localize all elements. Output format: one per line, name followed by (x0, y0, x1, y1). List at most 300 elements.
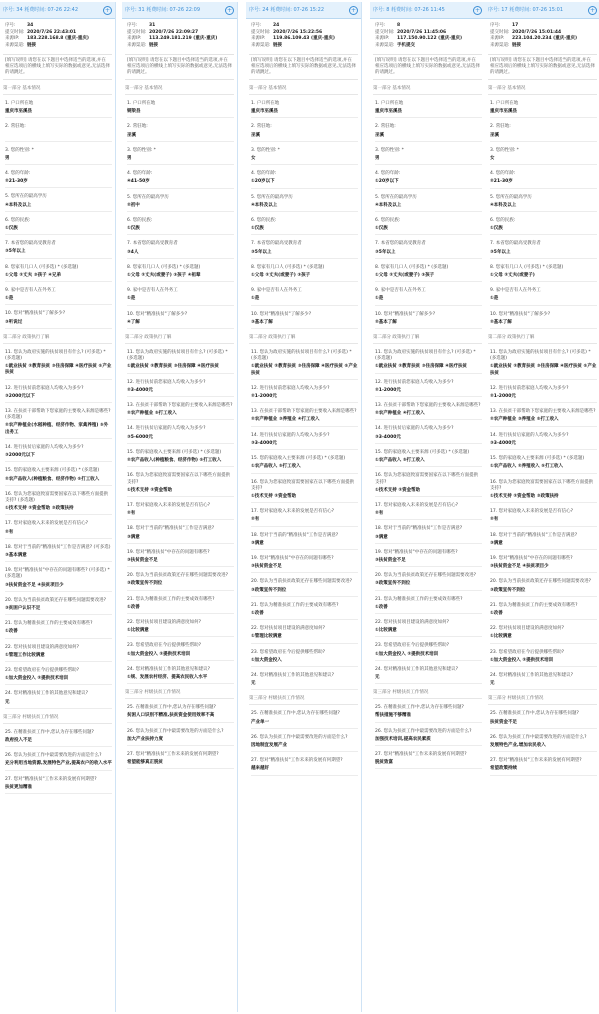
question-text: 5. 您所在的最高学历 (5, 194, 47, 200)
answer-text: ①加大资金投入 ②提供技术培训 (127, 652, 234, 661)
question-text: 21. 您认为精准扶贫工作的主要成效有哪些? (490, 602, 578, 608)
question-text: 21. 您认为精准扶贫工作的主要成效有哪些? (251, 602, 339, 608)
answer-text: 扶贫更加精准 (5, 785, 112, 794)
meta-label: 序号: (490, 23, 501, 28)
meta-label: 提交时间: (375, 29, 395, 35)
card-header[interactable] (246, 2, 361, 19)
response-card (0, 2, 116, 1012)
question-text: 13. 在扶贫干部帮助下您家庭的主要收入来源是哪些? (490, 409, 596, 415)
question-text: 25. 在精准扶贫工作中,您认为存在哪些问题? (490, 711, 579, 717)
question-text: 17. 您对家庭收入未来的发展是否有信心? (251, 509, 334, 515)
answer-text: 脱贫致富 (375, 760, 482, 769)
question-text: 3. 您的性别: * (490, 147, 519, 153)
question-text: 27. 您对"精准扶贫"工作未来的发展有何期望? (251, 758, 343, 764)
answer-text: ③扶贫资金不足 (251, 564, 358, 573)
meta-label: 来源IP: (490, 36, 505, 41)
answer-text: ①比较满意 (375, 628, 482, 637)
answer-text: ③扶贫资金不足 (375, 558, 482, 567)
question-text: 19. 您对"精准扶贫"中存在的问题有哪些? (490, 555, 573, 561)
answer-text: ③满意 (375, 535, 482, 544)
meta-value: 2020/7/26 22:09:27 (149, 29, 199, 35)
card-header[interactable] (0, 2, 115, 19)
answer-text: ①汉族 (490, 226, 597, 235)
meta-label: 来源渠道: (5, 42, 25, 48)
plus-circle-icon[interactable]: + (226, 7, 233, 14)
question-text: 11. 您认为政府实施的扶贫项目有什么? (可多选) * (多选题) (375, 350, 476, 362)
question-text: 12. 进行扶贫前您家庭人均收入为多少? (5, 385, 84, 391)
meta-value: 34 (27, 23, 34, 28)
meta-value: 8 (397, 23, 401, 28)
question-text: 22. 您对扶贫项目建设的满意度如何? (375, 619, 449, 625)
answer-text: ①20岁以下 (251, 179, 358, 188)
section-title: 第二部分 政策执行了解 (488, 335, 597, 344)
question-text: 22. 您对扶贫项目建设的满意度如何? (127, 619, 201, 625)
meta-value: 链接 (27, 42, 36, 48)
question-text: 24. 您对精准扶贫工作的其他意见和建议? (375, 666, 458, 672)
answer-text: 巫溪 (375, 133, 482, 142)
meta-value: 119.86.109.43 (重庆-重庆) (273, 36, 335, 41)
question-text: 9. 家中是否有人在外务工 (127, 288, 178, 294)
question-text: 18. 您对于当前的"精准扶贫"工作是否满意? (375, 526, 463, 532)
question-text: 15. 您的家庭收入主要来源 (可多选) * (多选题) (127, 449, 222, 455)
response-meta (370, 19, 485, 52)
response-meta (485, 19, 599, 52)
question-text: 18. 您对于当前的"精准扶贫"工作是否满意? (127, 526, 215, 532)
meta-value: 24 (273, 23, 280, 28)
section-title: 第三部分 村级扶贫工作情况 (488, 696, 597, 705)
answer-text: ①管理比较满意 (251, 634, 358, 643)
answer-text: ①农产品收入 ⑤打工收入 (251, 464, 358, 473)
question-text: 14. 进行扶贫后家庭的人均收入为多少? (127, 426, 206, 432)
question-text: 19. 您对"精准扶贫"中存在的问题有哪些? (127, 549, 210, 555)
answer-text (5, 133, 112, 142)
question-text: 13. 在扶贫干部帮助下您家庭的主要收入来源是哪些? (多选题) (5, 409, 111, 421)
question-text: 5. 您所在的最高学历 (375, 194, 417, 200)
answer-text: ①比较满意 (127, 628, 234, 637)
answer-text: ①是 (127, 296, 234, 305)
question-text: 1. 户口所在地 (251, 101, 280, 106)
answer-text: 贫困人口识别不精准,扶贫资金使用效率不高 (127, 713, 234, 722)
question-text: 7. 本省您的最高受教育者 (127, 241, 178, 247)
answer-text: ①技术支持 ②资金帮助 ③政策扶持 (490, 494, 597, 503)
question-text: 11. 您认为政府实施的扶贫项目有什么? (可多选) * (多选题) (5, 349, 106, 362)
question-text: 20. 您认为当前扶贫政策还存在哪些问题需要改进? (5, 597, 106, 603)
answer-text: ①汉族 (127, 226, 234, 235)
question-text: 9. 家中是否有人在外务工 (490, 288, 541, 294)
question-text: 4. 您的年龄: (490, 171, 516, 177)
card-header-text: 序号: 34 耗费时间: 07-26 22:42 (3, 7, 79, 13)
section-title: 第二部分 政策执行了解 (125, 335, 234, 344)
question-text: 26. 您认为扶贫工作中最需要改进的方面是什么? (375, 728, 472, 734)
section-title: 第二部分 政策执行了解 (373, 335, 482, 344)
question-text: 9. 家中是否有人在外务工 (375, 288, 426, 294)
section-title: 第一部分 基本情况 (249, 86, 358, 95)
answer-text: ②农产种植业 ③养殖业 ④打工收入 (251, 417, 358, 426)
answer-text: ③5年以上 (375, 250, 482, 259)
answer-text: ③2000元以下 (5, 394, 112, 403)
question-text: 15. 您的家庭收入主要来源 (可多选) * (多选题) (490, 456, 585, 462)
card-header[interactable] (370, 2, 485, 19)
question-text: 2. 常驻地: (5, 124, 26, 130)
meta-label: 提交时间: (127, 29, 147, 35)
answer-text: ①改善 (251, 611, 358, 620)
question-text: 10. 您对"精准扶贫"了解多少? (375, 311, 436, 317)
answer-text: 加强技术培训,提高农民素质 (375, 737, 482, 746)
meta-label: 来源渠道: (375, 42, 395, 48)
response-card (246, 2, 362, 1012)
answer-text: 无 (375, 675, 482, 684)
answer-text: 铜梁县 (127, 109, 234, 118)
response-meta (122, 19, 237, 52)
question-text: 1. 户口所在地 (490, 101, 519, 106)
meta-label: 序号: (251, 23, 262, 28)
question-text: 27. 您对"精准扶贫"工作未来的发展有何期望? (127, 751, 219, 757)
answer-text: ①技术支持 ②资金帮助 (251, 494, 358, 503)
meta-label: 来源IP: (127, 36, 142, 41)
meta-row (127, 43, 233, 50)
answer-text: ①改善 (5, 629, 112, 638)
answer-text: 巫溪 (127, 133, 234, 142)
answer-text: 帮扶措施不够精准 (375, 713, 482, 722)
answer-text: 希望能够真正脱贫 (127, 760, 234, 769)
meta-value: 183.228.168.8 (重庆-重庆) (27, 36, 89, 41)
response-meta (246, 19, 361, 52)
question-text: 18. 您对于当前的"精准扶贫"工作是否满意? (490, 532, 578, 538)
answer-text: ③3-4000元 (251, 441, 358, 450)
question-text: 15. 您的家庭收入主要来源 (可多选) * (多选题) (251, 456, 346, 462)
question-text: 11. 您认为政府实施的扶贫项目有什么? (可多选) * (多选题) (251, 350, 352, 362)
answer-text: ④本科及以上 (490, 203, 597, 212)
question-text: 4. 您的年龄: (5, 171, 31, 177)
fill-instructions: [填写说明] 请您在以下题目中选择适当的选项,并在相应选项后的横线上填写实际的数据或意见,无法选择的请跳过。 (249, 54, 358, 80)
answer-text: ④本科及以上 (375, 203, 482, 212)
answer-text: ①改善 (127, 605, 234, 614)
section-title: 第二部分 政策执行了解 (249, 335, 358, 344)
question-text: 26. 您认为扶贫工作中最需要改进的方面是什么? (127, 728, 224, 734)
section-title: 第一部分 基本情况 (488, 86, 597, 95)
card-header[interactable] (122, 2, 237, 19)
meta-value: 2020/7/26 15:22:56 (273, 29, 323, 35)
answer-text: 男 (5, 156, 112, 165)
answer-text: ③5年以上 (490, 250, 597, 259)
answer-text: ①父母 ②丈夫(或妻子) ③孩子 ④祖辈 (127, 273, 234, 282)
question-text: 17. 您对家庭收入未来的发展是否有信心? (127, 502, 210, 508)
meta-label: 提交时间: (251, 29, 271, 35)
answer-text: ③满意 (251, 541, 358, 550)
answer-text: ③5年以上 (5, 249, 112, 258)
answer-text: 女 (490, 156, 597, 165)
question-text: 12. 进行扶贫前您家庭人均收入为多少? (490, 385, 569, 391)
answer-text: 充分利用当地资源,发展特色产业,提高农户的收入水平 (5, 761, 112, 770)
question-text: 25. 在精准扶贫工作中,您认为存在哪些问题? (251, 711, 340, 717)
answer-text: ①父母 ②丈夫(或妻子) ③孩子 (251, 273, 358, 282)
question-text: 4. 您的年龄: (375, 171, 401, 177)
question-text: 20. 您认为当前扶贫政策还存在哪些问题需要改进? (127, 573, 228, 579)
question-text: 6. 您的民族: (375, 218, 401, 224)
question-text: 8. 您家有几口人 (可多选) * (多选题) (375, 264, 449, 270)
question-text: 19. 您对"精准扶贫"中存在的问题有哪些? (可多选) * (多选题) (5, 568, 110, 580)
question-text: 15. 您的家庭收入主要来源 (可多选) * (多选题) (5, 468, 100, 474)
answer-text: 因地制宜发展产业 (251, 743, 358, 752)
question-text: 3. 您的性别: * (127, 147, 156, 153)
answer-text: 重庆市巫溪县 (5, 109, 112, 118)
answer-text: ①是 (490, 296, 597, 305)
answer-text: ③2000元以下 (5, 453, 112, 462)
answer-text: ①父母 ②丈夫 ③孩子 ④兄弟 (5, 273, 112, 282)
answer-text: ③政策宣传不到位 (375, 581, 482, 590)
question-text: 23. 您希望政府在今后提供哪些帮助? (251, 649, 325, 655)
question-text: 6. 您的民族: (127, 218, 153, 224)
question-text: 13. 在扶贫干部帮助下您家庭的主要收入来源是哪些? (375, 403, 481, 409)
answer-text: ①改善 (490, 611, 597, 620)
question-text: 13. 在扶贫干部帮助下您家庭的主要收入来源是哪些? (127, 403, 233, 409)
plus-circle-icon[interactable]: + (589, 7, 596, 14)
answer-text: 男 (375, 156, 482, 165)
question-text: 7. 本省您的最高受教育者 (375, 241, 426, 247)
answer-text: ①加大资金投入 ②提供技术培训 (375, 652, 482, 661)
answer-text: ①就业扶贫 ②教育扶贫 ③住房保障 ④医疗扶贫 (127, 364, 234, 373)
question-text: 26. 您认为扶贫工作中最需要改进的方面是什么? (5, 753, 102, 759)
answer-text: 扶贫资金不足 (490, 720, 597, 729)
meta-value: 31 (149, 23, 156, 28)
question-text: 9. 家中是否有人在外务工 (251, 288, 302, 294)
answer-text: 发展特色产业,增加农民收入 (490, 743, 597, 752)
question-text: 3. 您的性别: * (375, 147, 404, 153)
answer-text: ③满意 (490, 541, 597, 550)
question-text: 25. 在精准扶贫工作中,您认为存在哪些问题? (5, 729, 94, 735)
answer-text: ②21-30岁 (490, 179, 597, 188)
section-title: 第三部分 村级扶贫工作情况 (3, 715, 112, 724)
meta-label: 序号: (5, 23, 16, 28)
answer-text: ①加大资金投入 ②提供技术培训 (490, 658, 597, 667)
answer-text: ③5年以上 (251, 250, 358, 259)
answer-text: ①就业扶贫 ②教育扶贫 ③住房保障 ④医疗扶贫 (375, 364, 482, 373)
answer-text: 重庆市巫溪县 (375, 109, 482, 118)
question-text: 16. 您认为您家庭致富需要国家在以下哪些方面提供支持? (375, 473, 479, 485)
meta-label: 来源渠道: (127, 42, 147, 48)
question-text: 2. 常驻地: (251, 124, 272, 130)
answer-text: ④了解 (127, 320, 234, 329)
answer-text: ③基本了解 (251, 320, 358, 329)
section-title: 第一部分 基本情况 (373, 86, 482, 95)
question-text: 7. 本省您的最高受教育者 (251, 241, 302, 247)
question-text: 16. 您认为您家庭致富需要国家在以下哪些方面提供支持? (127, 473, 231, 485)
question-text: 10. 您对"精准扶贫"了解多少? (490, 311, 551, 317)
answer-text: ②1-2000元 (490, 394, 597, 403)
answer-text: ①技术支持 ②资金帮助 (127, 488, 234, 497)
answer-text: 无 (251, 681, 358, 690)
plus-circle-icon[interactable]: + (474, 7, 481, 14)
fill-instructions: [填写说明] 请您在以下题目中选择适当的选项,并在相应选项后的横线上填写实际的数据或意见,无法选择的请跳过。 (373, 54, 482, 80)
section-title: 第一部分 基本情况 (125, 86, 234, 95)
question-text: 5. 您所在的最高学历 (251, 194, 293, 200)
question-text: 20. 您认为当前扶贫政策还存在哪些问题需要改进? (490, 579, 591, 585)
question-text: 24. 您对精准扶贫工作的其他意见和建议? (490, 672, 573, 678)
answer-text: 男 (127, 156, 234, 165)
question-text: 16. 您认为您家庭致富需要国家在以下哪些方面提供支持? (251, 479, 355, 491)
question-text: 21. 您认为精准扶贫工作的主要成效有哪些? (127, 596, 215, 602)
section-title: 第二部分 政策执行了解 (3, 335, 112, 344)
question-text: 1. 户口所在地 (375, 101, 404, 106)
answer-text: ①汉族 (375, 226, 482, 235)
meta-value: 223.104.20.234 (重庆-重庆) (512, 36, 578, 41)
answer-text: ③扶贫资金不足 ④扶贫项目少 (490, 564, 597, 573)
answer-text: ①改善 (375, 605, 482, 614)
question-text: 2. 常驻地: (127, 124, 148, 130)
card-header[interactable] (485, 2, 599, 19)
answer-text: ②21-30岁 (5, 179, 112, 188)
question-text: 14. 进行扶贫后家庭的人均收入为多少? (5, 444, 84, 450)
question-text: 2. 常驻地: (375, 124, 396, 130)
meta-row (5, 43, 111, 50)
question-text: 21. 您认为精准扶贫工作的主要成效有哪些? (375, 596, 463, 602)
card-header-text: 序号: 17 耗费时间: 07-26 15:01 (488, 7, 564, 13)
meta-value: 113.249.181.219 (重庆-重庆) (149, 36, 218, 41)
question-text: 25. 在精准扶贫工作中,您认为存在哪些问题? (375, 705, 464, 711)
meta-label: 来源渠道: (251, 42, 271, 48)
question-text: 8. 您家有几口人 (可多选) * (多选题) (5, 264, 79, 270)
answer-text: ②1-2000元 (251, 394, 358, 403)
question-text: 23. 您希望政府在今后提供哪些帮助? (490, 649, 564, 655)
question-text: 17. 您对家庭收入未来的发展是否有信心? (490, 509, 573, 515)
question-text: 5. 您所在的最高学历 (127, 194, 169, 200)
question-text: 22. 您对扶贫项目建设的满意度如何? (251, 626, 325, 632)
answer-text: ①比较满意 (490, 634, 597, 643)
question-text: 12. 进行扶贫前您家庭人均收入为多少? (127, 379, 206, 385)
question-text: 1. 户口所在地 (5, 101, 34, 106)
answer-text: 重庆市巫溪县 (490, 109, 597, 118)
meta-value: 2020/7/26 15:01:44 (512, 29, 562, 35)
question-text: 3. 您的性别: * (251, 147, 280, 153)
question-text: 22. 您对扶贫项目建设的满意度如何? (490, 626, 564, 632)
answer-text: ①是 (251, 296, 358, 305)
question-text: 18. 您对于当前的"精准扶贫"工作是否满意? (可多选) (5, 544, 111, 550)
question-text: 6. 您的民族: (251, 218, 277, 224)
answer-text: ②农产种植业(水稻种植、经济作物、家禽养殖) ⑤外出务工 (5, 423, 112, 438)
answer-text: ①汉族 (5, 226, 112, 235)
answer-text: ②基本了解 (375, 320, 482, 329)
answer-text: ①技术支持 ②资金帮助 (375, 488, 482, 497)
fill-instructions: [填写说明] 请您在以下题目中选择适当的选项,并在相应选项后的横线上填写实际的数据或意见,无法选择的请跳过。 (125, 54, 234, 80)
question-text: 24. 您对精准扶贫工作的其他意见和建议? (127, 666, 210, 672)
answer-text: ②初中 (127, 203, 234, 212)
meta-value: 链接 (149, 42, 158, 48)
meta-label: 提交时间: (490, 29, 510, 35)
question-text: 5. 您所在的最高学历 (490, 194, 532, 200)
response-meta (0, 19, 115, 52)
answer-text: ①是 (375, 296, 482, 305)
meta-value: 117.150.90.122 (重庆-重庆) (397, 36, 463, 41)
meta-label: 提交时间: (5, 29, 25, 35)
answer-text: ③3-4000元 (490, 441, 597, 450)
response-card (485, 2, 599, 1012)
question-text: 8. 您家有几口人 (可多选) * (多选题) (251, 264, 325, 270)
answer-text: 越来越好 (251, 766, 358, 775)
answer-text: ②农产品收入(种植粮食、经济作物) ⑤打工收入 (127, 458, 234, 467)
question-text: 17. 您对家庭收入未来的发展是否有信心? (5, 521, 88, 527)
meta-row (251, 43, 357, 50)
question-text: 27. 您对"精准扶贫"工作未来的发展有何期望? (375, 751, 467, 757)
question-text: 19. 您对"精准扶贫"中存在的问题有哪些? (251, 555, 334, 561)
question-text: 20. 您认为当前扶贫政策还存在哪些问题需要改进? (251, 579, 352, 585)
question-text: 24. 您对精准扶贫工作的其他意见和建议? (5, 691, 88, 697)
answer-text: ③5-6000元 (127, 435, 234, 444)
question-text: 24. 您对精准扶贫工作的其他意见和建议? (251, 672, 334, 678)
answer-text: ③贫困户认识不足 (5, 606, 112, 615)
question-text: 20. 您认为当前扶贫政策还存在哪些问题需要改进? (375, 573, 476, 579)
question-text: 3. 您的性别: * (5, 147, 34, 153)
question-text: 26. 您认为扶贫工作中最需要改进的方面是什么? (490, 734, 587, 740)
answer-text: ②基本了解 (490, 320, 597, 329)
answer-text: ②农产种植业 ④打工收入 (375, 411, 482, 420)
section-title: 第三部分 村级扶贫工作情况 (125, 690, 234, 699)
question-text: 10. 您对"精准扶贫"了解多少? (5, 311, 66, 317)
answer-text: ①父母 ②丈夫(或妻子) ③孩子 (375, 273, 482, 282)
answer-text: ①是 (5, 296, 112, 305)
question-text: 14. 进行扶贫后家庭的人均收入为多少? (251, 432, 330, 438)
plus-circle-icon[interactable]: + (104, 7, 111, 14)
question-text: 21. 您认为精准扶贫工作的主要成效有哪些? (5, 621, 93, 627)
answer-text: ③扶贫资金不足 ④扶贫项目少 (5, 583, 112, 592)
meta-label: 序号: (375, 23, 386, 28)
answer-text: 巫溪 (251, 133, 358, 142)
response-card (122, 2, 238, 1012)
card-header-text: 序号: 8 耗费时间: 07-26 11:45 (373, 7, 445, 13)
meta-label: 来源IP: (5, 36, 20, 41)
plus-circle-icon[interactable]: + (350, 7, 357, 14)
section-title: 第三部分 村级扶贫工作情况 (373, 690, 482, 699)
question-text: 7. 本省您的最高受教育者 (490, 241, 541, 247)
meta-value: 2020/7/26 22:43:01 (27, 29, 77, 35)
meta-value: 手机提交 (397, 42, 415, 48)
question-text: 16. 您认为您家庭致富需要国家在以下哪些方面提供支持? (490, 479, 594, 491)
response-card (370, 2, 486, 1012)
question-text: 23. 您希望政府在今后提供哪些帮助? (375, 643, 449, 649)
answer-text: 无 (490, 681, 597, 690)
section-title: 第一部分 基本情况 (3, 86, 112, 95)
meta-label: 来源IP: (375, 36, 390, 41)
answer-text: ①农产品收入 ②养殖收入 ⑤打工收入 (490, 464, 597, 473)
meta-row (490, 43, 596, 50)
question-text: 11. 您认为政府实施的扶贫项目有什么? (可多选) * (多选题) (490, 350, 591, 362)
fill-instructions: [填写说明] 请您在以下题目中选择适当的选项,并在相应选项后的横线上填写实际的数据或意见,无法选择的请跳过。 (3, 54, 112, 80)
question-text: 6. 您的民族: (5, 217, 31, 223)
answer-text: ②有 (5, 530, 112, 539)
question-text: 23. 您希望政府在今后提供哪些帮助? (5, 667, 79, 673)
meta-value: 2020/7/26 11:45:06 (397, 29, 447, 35)
question-text: 10. 您对"精准扶贫"了解多少? (127, 311, 188, 317)
answer-text: ①农产品收入 ⑤打工收入 (375, 458, 482, 467)
question-text: 4. 您的年龄: (251, 171, 277, 177)
answer-text: ①就业扶贫 ②教育扶贫 ③住房保障 ④医疗扶贫 ⑤产业扶贫 (490, 364, 597, 379)
answer-text: ①技术支持 ②资金帮助 ③政策扶持 (5, 506, 112, 515)
answer-text: 无 (5, 700, 112, 709)
meta-value: 链接 (273, 42, 282, 48)
question-text: 15. 您的家庭收入主要来源 (可多选) * (多选题) (375, 449, 470, 455)
question-text: 25. 在精准扶贫工作中,您认为存在哪些问题? (127, 705, 216, 711)
question-text: 4. 您的年龄: (127, 171, 153, 177)
meta-label: 来源IP: (251, 36, 266, 41)
answer-text: ①就业扶贫 ②教育扶贫 ③住房保障 ④医疗扶贫 ⑤产业扶贫 (5, 364, 112, 379)
answer-text: ①管理工作比较满意 (5, 653, 112, 662)
answer-text: ②有 (127, 511, 234, 520)
question-text: 22. 您对扶贫项目建设的满意度如何? (5, 644, 79, 650)
answer-text: 政府投入不足 (5, 738, 112, 747)
question-text: 12. 进行扶贫前您家庭人均收入为多少? (375, 379, 454, 385)
question-text: 27. 您对"精准扶贫"工作未来的发展有何期望? (490, 758, 582, 764)
answer-text: ②农产种植业 ⑤打工收入 (127, 411, 234, 420)
answer-text: ②1-2000元 (375, 388, 482, 397)
